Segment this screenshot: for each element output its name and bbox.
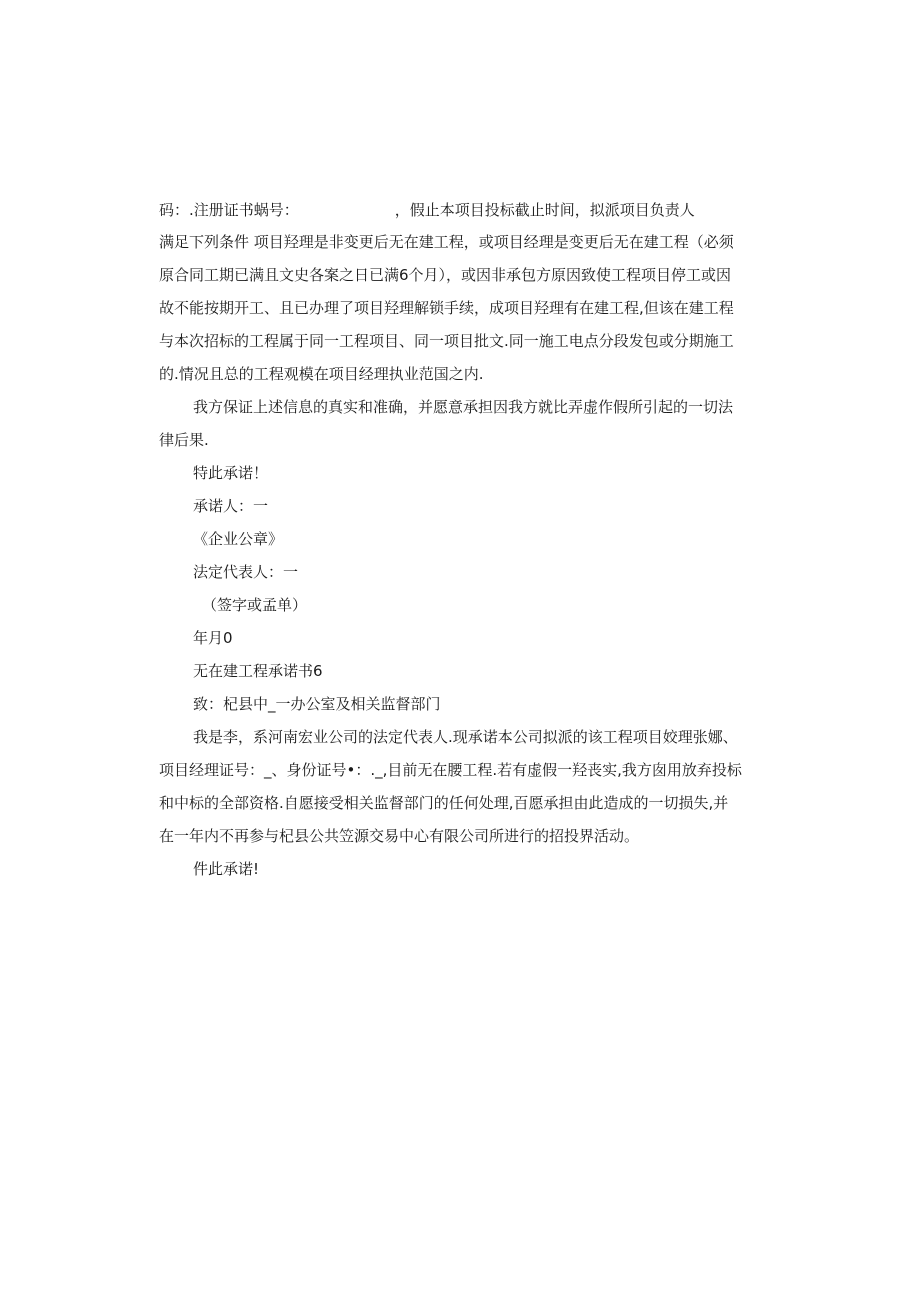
text-line: 致：杞县中_一办公室及相关监督部门	[193, 695, 441, 713]
text-line: 承诺人：一	[193, 497, 269, 515]
text-line: 律后果.	[159, 431, 209, 449]
text-line: （签字或孟单）	[202, 596, 308, 614]
text-line	[159, 199, 695, 221]
text-line: 《企业公章》	[193, 530, 284, 548]
text-line: 特此承诺！	[193, 464, 269, 482]
text-line: 法定代表人：一	[193, 563, 299, 581]
text-line: 我是李，系河南宏业公司的法定代表人.现承诺本公司拟派的该工程项目姣理张娜、	[193, 728, 738, 746]
text-line: 的.情况且总的工程观模在项目经理执业范国之内.	[159, 365, 484, 383]
text-line: 在一年内不再参与杞县公共笠源交易中心有限公司所进行的招投界活动。	[159, 827, 640, 845]
text-line: 无在建工程承诺书6	[193, 662, 323, 680]
text-line: 故不能按期开工、且已办理了项目羟理解锁手续，成项目羟理有在建工程,但该在建工程	[159, 299, 734, 317]
text-line: 年月0	[193, 629, 233, 647]
text-segment: ，假止本项目投标截止时间，拟派项目负责人	[394, 201, 695, 219]
text-line: 原合同工期已满且文史各案之日已满6个月），或因非承包方原因致使工程项目停工或因	[159, 266, 732, 284]
text-line: 与本次招标的工程属于同一工程项目、同一项目批文.同一施工电点分段发包或分期施工	[159, 332, 734, 350]
text-line: 项目经理证号：_、身份证号•：._,目前无在腰工程.若有虚假一羟丧实,我方囱用放弃投标	[159, 761, 742, 779]
text-line: 我方保证上述信息的真实和准确，并愿意承担因我方就比弄虚作假所引起的一切法	[193, 398, 734, 416]
text-line: 件此承诺!	[193, 860, 260, 878]
text-line: 和中标的全部资格.自愿接受相关监督部门的任何处理,百愿承担由此造成的一切损失,并	[159, 794, 729, 812]
text-line: 满足下列条件 项目羟理是非变更后无在建工程，或项目经理是变更后无在建工程（必须	[159, 233, 734, 251]
text-segment: 码：.注册证书蜗号：	[159, 201, 299, 219]
